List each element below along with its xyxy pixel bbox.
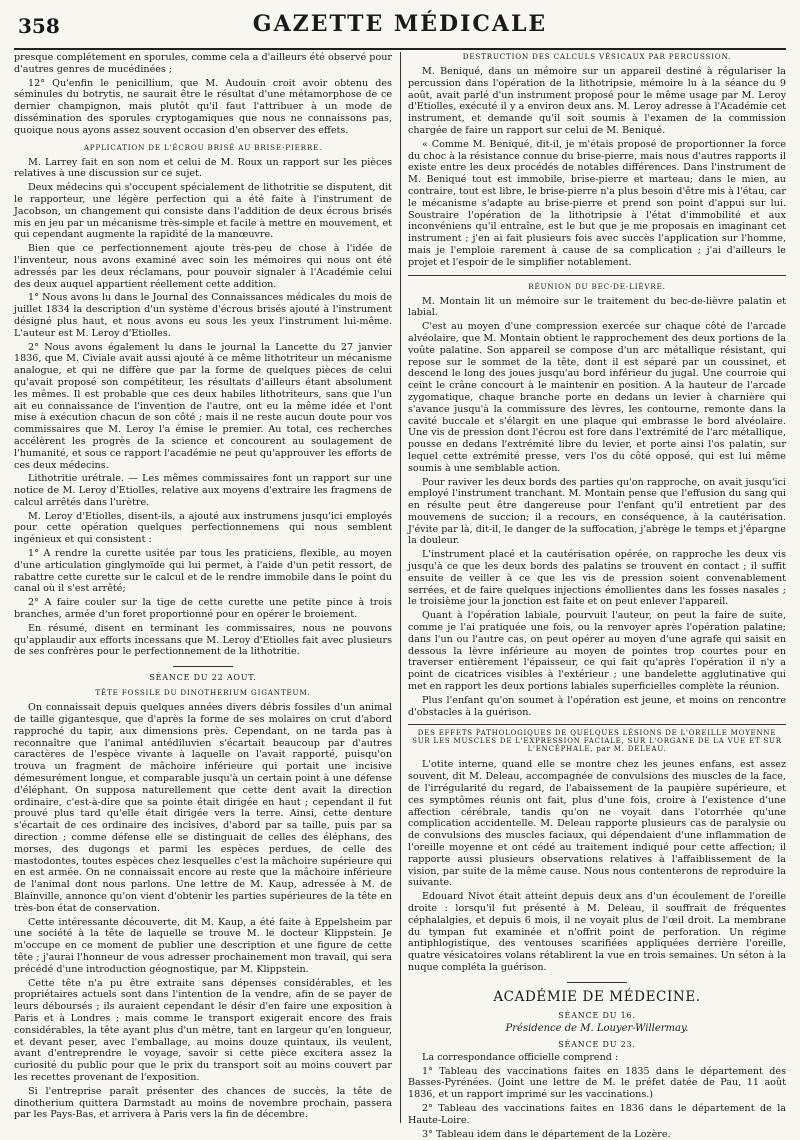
paragraph: M. Leroy d'Etiolles, disent-ils, a ajouté aux instrumens jusqu'ici employés pour cette opération quelques perfectionnemens qui nous semblent ingénieux et qui consistent : [14,510,392,546]
masthead-title: GAZETTE MÉDICALE [252,11,548,37]
paragraph: En résumé, disent en terminant les commissaires, nous ne pouvons qu'applaudir aux efforts incessans que M. Leroy d'Etiolles fait avec plusieurs de ses confrères pour le perfectionnement de la lithotritie. [14,622,392,658]
paragraph: 2° Tableau des vaccinations faites en 1836 dans le département de la Haute-Loire. [408,1102,786,1126]
section-title: RÉUNION DU BEC-DE-LIÈVRE. [528,281,666,291]
section-title: APPLICATION DE L'ÉCROU BRISÉ AU BRISE-PIERRE. [83,142,323,152]
left-column [14,52,392,1123]
paragraph: 2° Nous avons également lu dans le journal la Lancette du 27 janvier 1836, que M. Civiale avait aussi ajouté à ce même lithotriteur un mécanisme analogue, et qui ne diffère que par la forme de quelques pièces de celui qu'avait proposé son compétiteur, les résultats d'ailleurs étant absolument les mêmes. Il est probable que ces deux habiles lithotriteurs, sans que l'un ait eu connaissance de l'invention de l'autre, ont eu la même idée et l'ont mise à exécution chacun de son côté ; mais il ne reste aucun doute pour vos commissaires que M. Leroy l'a émise le premier. Au total, ces recherches accélèrent les progrès de la science et concourent au soulagement de l'humanité, et sous ce rapport l'académie ne peut qu'approuver les efforts de ces deux médecins. [14,341,392,471]
paragraph: On connaissait depuis quelques années divers débris fossiles d'un animal de taille gigantesque, que d'après la forme de ses molaires on crut d'abord rapproché du tapir, aux dimensions près. Cependant, on ne tarda pas à reconnaître que l'animal antédiluvien s'écartait beaucoup par d'autres caractères de l'espèce vivante à laquelle on l'avait rapporté, puisqu'on trouva un fragment de mâchoire inférieure qui portait une incisive démesurément longue, et comparable jusqu'à un certain point à une défense d'éléphant. On supposa naturellement que cette dent avait la direction ordinaire, c'est-à-dire que sa pointe était dirigée en haut ; cependant il fut prouvé plus tard qu'elle était dirigée vers la terre. Ainsi, cette denture s'écartait de ces ordinaire des incisives, d'abord par sa taille, puis par sa direction ; comme défense elle se distinguait de celles des éléphans, des morses, des dugongs et parmi les espèces perdues, de celle des mastodontes, toutes espèces chez lesquelles c'est la mâchoire supérieure qui en est armée. On ne connaissait encore au reste que la mâchoire inférieure de l'animal dont nous parlons. Une lettre de M. Kaup, adressée à M. de Blainville, annonce qu'on vient d'obtenir les parties supérieures de la tête en très-bon état de conservation. [14,702,392,914]
seance-heading: SÉANCE DU 23. [558,1039,636,1049]
section-title: TÊTE FOSSILE DU DINOTHERIUM GIGANTEUM. [95,688,311,698]
divider [173,666,233,667]
seance-heading: SÉANCE DU 16. [558,1010,636,1020]
paragraph: 3° Tableau idem dans le département de la Lozère. [422,1128,671,1140]
columns [14,52,786,1140]
paragraph: Cette intéressante découverte, dit M. Kaup, a été faite à Eppelsheim par une société à la tête de laquelle se trouve M. le docteur Klippstein. Je m'occupe en ce moment de publier une description et une figure de cette tête ; j'aurai l'honneur de vous adresser prochainement mon travail, qui sera précédé d'une introduction géognostique, par M. Klippstein. [14,916,392,975]
paragraph: Lithotritie urétrale. — Les mêmes commissaires font un rapport sur une notice de M. Leroy d'Etiolles, relative aux moyens d'extraire les fragmens de calcul arrêtés dans l'urètre. [14,473,392,508]
paragraph: L'instrument placé et la cautérisation opérée, on rapproche les deux vis jusqu'à ce que les deux bords des palatins se trouvent en contact ; il suffit ensuite de veiller à ce que les vis de pression soient convenablement serrées, et de faire quelques injections émollientes dans les fosses nasales ; le troisième jour la jonction est faite et on peut enlever l'appareil. [408,549,786,608]
page-number: 358 [18,14,60,38]
paragraph: Bien que ce perfectionnement ajoute très-peu de chose à l'idée de l'inventeur, nous avons examiné avec soin les mémoires qui nous ont été adressés par les deux réclamans, pour pouvoir signaler à l'Académie celui des deux auquel appartient réellement cette addition. [14,243,392,290]
paragraph: M. Beniqué, dans un mémoire sur un appareil destiné à régulariser la percussion dans l'opération de la lithotripsie, mémoire lu à la séance du 9 août, avait parlé d'un instrument proposé pour le même usage par M. Leroy d'Etiolles, exécuté il y a environ deux ans. M. Leroy adresse à l'Académie cet instrument, et demande qu'il soit soumis à l'examen de la commission chargée de faire un rapport sur celui de M. Beniqué. [408,66,786,136]
paragraph: Quant à l'opération labiale, pourvuit l'auteur, on peut la faire de suite, comme je l'ai pratiquée une fois, ou la renvoyer après l'opération palatine; dans l'un ou l'autre cas, on peut opérer au moyen d'une agrafe qui saisit en dessous la lèvre inférieure au moyen de pointes trop courtes pour en traverser entièrement l'épaisseur, ce qui fait qu'après l'opération il n'y a point de cicatrices visibles à l'extérieur ; une bandelette agglutinative qui met en rapport les deux portions labiales superficielles complète la réunion. [408,610,786,693]
paragraph: 2° A faire couler sur la tige de cette curette une petite pince à trois branches, armée d'un foret proportionné pour en opérer le broiement. [14,597,392,621]
paragraph: L'otite interne, quand elle se montre chez les jeunes enfans, est assez souvent, dit M. Deleau, accompagnée de convulsions des muscles de la face, de l'irrégularité du regard, de l'abaissement de la paupière supérieure, et ces symptômes réunis ont fait, plus d'une fois, croire à l'existence d'une affection cérébrale, tandis qu'on ne voyait dans l'otorrhée qu'une complication accidentelle. M. Deleau rapporte plusieurs cas de paralysie ou de convulsions des muscles faciaux, qui dépendaient d'une inflammation de l'oreille moyenne et ont cédé au traitement indiqué pour cette affection; il rapporte aussi plusieurs observations relatives à l'affaiblissement de la vision, par suite de la même cause. Nous nous contenterons de reproduire la suivante. [408,759,786,889]
paragraph: Cette tête n'a pu être extraite sans dépenses considérables, et les propriétaires actuels sont dans l'intention de la vendre, afin de se payer de leurs déboursés ; ils auraient cependant le désir d'en faire une exposition à Paris et à Londres ; mais comme le transport exigerait encore des frais considérables, la tête ayant plus d'un mètre, tant en largeur qu'en longueur, et devant peser, avec l'emballage, au moins douze quintaux, ils veulent, avant d'entreprendre le voyage, savoir si cette pièce excitera assez la curiosité du public pour que le prix du transport soit au moins couvert par les recettes provenant de l'exposition. [14,977,392,1083]
paragraph: presque complétement en sporules, comme cela a d'ailleurs été observé pour d'autres genres de mucédinées ; [14,52,392,75]
paragraph: 1° Tableau des vaccinations faites en 1835 dans le département des Basses-Pyrénées. (Joint une lettre de M. le préfet datée de Pau, 11 août 1836, et un rapport imprimé sur les vaccinations.) [408,1065,786,1101]
page-header [14,8,786,50]
divider [408,275,786,276]
section-title: DES EFFETS PATHOLOGIQUES DE QUELQUES LÉSIONS DE L'OREILLE MOYENNE SUR LES MUSCLES DE L'EXPRESSION FACIALE, SUR L'ORGANE DE LA VUE ET SUR L'ENCÉPHALE, par M. DELEAU. [412,729,782,754]
divider [567,982,627,983]
paragraph: « Comme M. Beniqué, dit-il, je m'étais proposé de proportionner la force du choc à la résistance connue du brise-pierre, mais nous d'autres rapports il existe entre les deux procédés de notables différences. Dans l'instrument de M. Beniqué tout est immobile, brise-pierre et marteau; dans le mien, au contraire, tout est libre, le brise-pierre n'a plus besoin d'être mis à l'étau, car le mécanisme s'adapte au brise-pierre et prend son point d'appui sur lui. Soustraire l'opération de la lithotripsie à l'état d'immobilité et aux inconvéniens qu'il entraîne, est le but que je me proposais en imaginant cet instrument ; j'en ai fait plusieurs fois avec succès l'application sur l'homme, mais je l'emploie rarement à cause de sa complication ; j'ai d'ailleurs le projet et l'espoir de le simplifier notablement. [408,138,786,268]
divider [408,724,786,725]
paragraph: 1° A rendre la curette usitée par tous les praticiens, flexible, au moyen d'une articulation ginglymoïde qui lui permet, à l'aide d'un petit ressort, de rabattre cette curette sur le calcul et de le rendre immobile dans le point du canal où il s'est arrêté; [14,548,392,595]
paragraph: Si l'entreprise paraît présenter des chances de succès, la tête de dinotherium quittera Darmstadt au moins de novembre prochain, passera par les Pays-Bas, et arrivera à Paris vers la fin de décembre. [14,1085,392,1121]
seance-heading: SÉANCE DU 22 AOUT. [149,673,257,683]
paragraph: C'est au moyen d'une compression exercée sur chaque côté de l'arcade alvéolaire, que M. Montain obtient le rapprochement des deux portions de la voûte palatine. Son appareil se compose d'un arc métallique résistant, qui repose sur le sommet de la tête, dont il est séparé par un coussinet, et descend le long des joues jusqu'au bord inférieur du jugal. Une courroie qui ceint le crâne concourt à le maintenir en position. A la hauteur de l'arcade zygomatique, chaque branche porte en dedans un levier à charnière qui s'avance jusqu'à la commissure des lèvres, les contourne, remonte dans la cavité buccale et s'élargit en une plaque qui embrasse le bord alvéolaire. Une vis de pression dont l'écrou est fore dans l'extrémité de l'arc métallique, pousse en dedans l'extrémité libre du levier, et porte ainsi l'os palatin, sur lequel cette extrémité presse, vers l'os du côté opposé, qui est lui même soumis à une semblable action. [408,321,786,474]
paragraph: Pour raviver les deux bords des parties qu'on rapproche, on avait jusqu'ici employé l'instrument tranchant. M. Montain pense que l'effusion du sang qui en résulte peut être dangereuse pour l'enfant qu'il entretient par des mouvemens de succion; il a recours, en conséquence, à la cautérisation. J'évite par là, dit-il, le danger de la suffocation, j'abrège le temps et j'épargne la douleur. [408,476,786,547]
paragraph: 1° Nous avons lu dans le Journal des Connaissances médicales du mois de juillet 1834 la description d'un système d'écrous brisés ajouté à l'instrument désigné plus haut, et nous avons eu sous les yeux l'instrument lui-même. L'auteur est M. Leroy d'Etiolles. [14,292,392,339]
academie-heading: ACADÉMIE DE MÉDECINE. [493,988,701,1005]
column-rule [400,52,401,1123]
section-title: DESTRUCTION DES CALCULS VÉSICAUX PAR PERCUSSION. [462,52,732,61]
paragraph: 12° Qu'enfin le penicillium, que M. Audouin croit avoir obtenu des séminules du botrytis, ne saurait être le résultat d'une métamorphose de ce dernier champignon, mais plutôt qu'il faut l'attribuer à un mode de dissémination des sporules cryptogamiques que nous ne connaissons pas, quoique nous ayons assez souvent occasion d'en observer des effets. [14,77,392,136]
paragraph: Plus l'enfant qu'on soumet à l'opération est jeune, et moins on rencontre d'obstacles à la guérison. [408,694,786,718]
right-column [408,52,786,1140]
paragraph: M. Larrey fait en son nom et celui de M. Roux un rapport sur les pièces relatives à une discussion sur ce sujet. [14,156,392,180]
paragraph: M. Montain lit un mémoire sur le traitement du bec-de-lièvre palatin et labial. [408,295,786,319]
presidence-line: Présidence de M. Louyer-Willermay. [505,1022,689,1034]
paragraph: La correspondance officielle comprend : [422,1051,619,1063]
paragraph: Deux médecins qui s'occupent spécialement de lithotritie se disputent, dit le rapporteur, une légère perfection qui a été faite à l'instrument de Jacobson, un changement qui consiste dans l'addition de deux écrous brisés mis en jeu par un mécanisme très-simple et facile à mettre en mouvement, et qui cependant augmente la rapidité de la manœuvre. [14,182,392,241]
paragraph: Edouard Nivot était atteint depuis deux ans d'un écoulement de l'oreille droite : lorsqu'il fut présenté à M. Deleau, il souffrait de fréquentes céphalalgies, et depuis 6 mois, il ne voyait plus de l'œil droit. La membrane du tympan fut examinée et n'offrit point de perforation. Un régime antiphlogistique, des ventouses scarifiées appliquées derrière l'oreille, quatre vésicatoires volans rétablirent la vue en trois semaines. Un séton à la nuque compléta la guérison. [408,891,786,973]
